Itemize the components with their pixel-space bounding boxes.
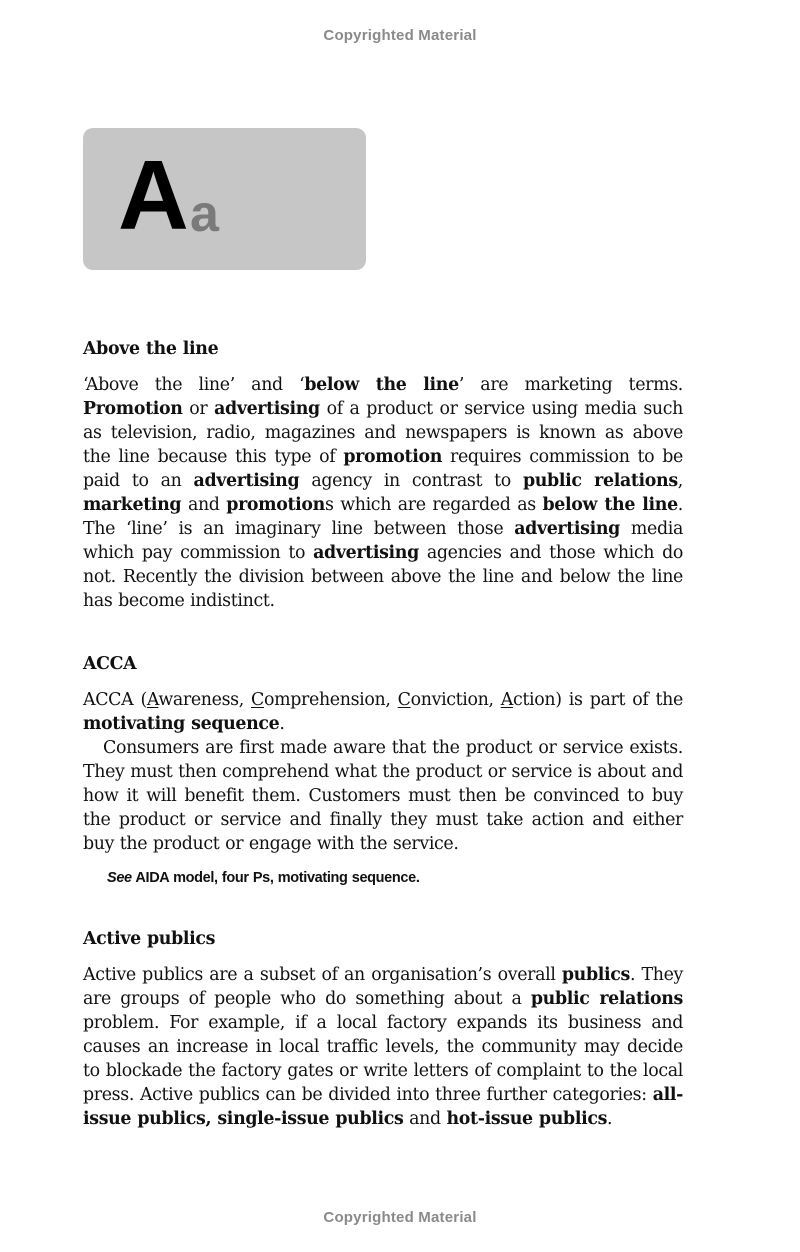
section-letter-uppercase: A	[118, 140, 187, 250]
copyright-watermark-bottom: Copyrighted Material	[323, 1209, 477, 1226]
glossary-entry	[83, 927, 683, 1131]
copyright-watermark-top: Copyrighted Material	[323, 27, 477, 44]
glossary-entry	[83, 337, 683, 613]
entry-paragraph: Active publics are a subset of an organisation’s overall publics. They are groups of people who do something about a public relations problem. For example, if a local factory expands its business and causes an increase in local traffic levels, the community may decide to blockade the factory gates or write letters of complaint to the local press. Active publics can be divided into three further categories: all-issue publics, single-issue publics and hot-issue publics.	[83, 965, 683, 1129]
bold-term: advertising	[313, 543, 419, 563]
glossary-entry	[83, 652, 683, 888]
bold-term: public relations	[522, 471, 678, 491]
entry-paragraph: Consumers are first made aware that the product or service exists. They must then comprehend what the product or service is about and how it will benefit them. Customers must then be convinced to buy the product or service and finally they must take action and either buy the product or engage with the service.	[83, 738, 683, 854]
section-letter-lowercase: a	[190, 185, 219, 243]
underlined-initial: C	[251, 690, 264, 710]
bold-term: advertising	[214, 399, 320, 419]
see-also-reference	[107, 868, 683, 888]
entry-title: ACCA	[83, 654, 137, 674]
see-also-label: See	[107, 870, 132, 886]
bold-term: hot-issue publics	[446, 1109, 608, 1129]
bold-term: all-issue publics, single-issue publics	[83, 1085, 683, 1129]
bold-term: promotion	[226, 495, 325, 515]
bold-term: marketing	[83, 495, 182, 515]
entry-paragraph: ‘Above the line’ and ‘below the line’ are marketing terms. Promotion or advertising of a product or service using media such as television, radio, magazines and newspapers is known as above the line because this type of promotion requires commission to be paid to an advertising agency in contrast to public relations, marketing and promotions which are regarded as below the line. The ‘line’ is an imaginary line between those advertising media which pay commission to advertising agencies and those which do not. Recently the division between above the line and below the line has become indistinct.	[83, 375, 684, 611]
bold-term: publics	[561, 965, 630, 985]
bold-term: advertising	[193, 471, 300, 491]
bold-term: below the line	[304, 375, 459, 395]
bold-term: motivating sequence	[83, 714, 280, 734]
bold-term: public relations	[530, 989, 683, 1009]
entry-title: Active publics	[83, 929, 216, 949]
underlined-initial: C	[397, 690, 411, 710]
bold-term: below the line	[542, 495, 678, 515]
bold-term: advertising	[514, 519, 620, 539]
underlined-initial: A	[500, 690, 514, 710]
entry-title: Above the line	[83, 339, 219, 359]
see-also-items: AIDA model, four Ps, motivating sequence.	[135, 870, 420, 886]
glossary-content	[83, 337, 683, 1131]
underlined-initial: A	[146, 690, 159, 710]
entry-paragraph: ACCA (Awareness, Comprehension, Conviction, Action) is part of the motivating sequence.	[83, 690, 683, 734]
bold-term: promotion	[343, 447, 443, 467]
bold-term: Promotion	[83, 399, 183, 419]
section-letter-box	[83, 128, 366, 270]
